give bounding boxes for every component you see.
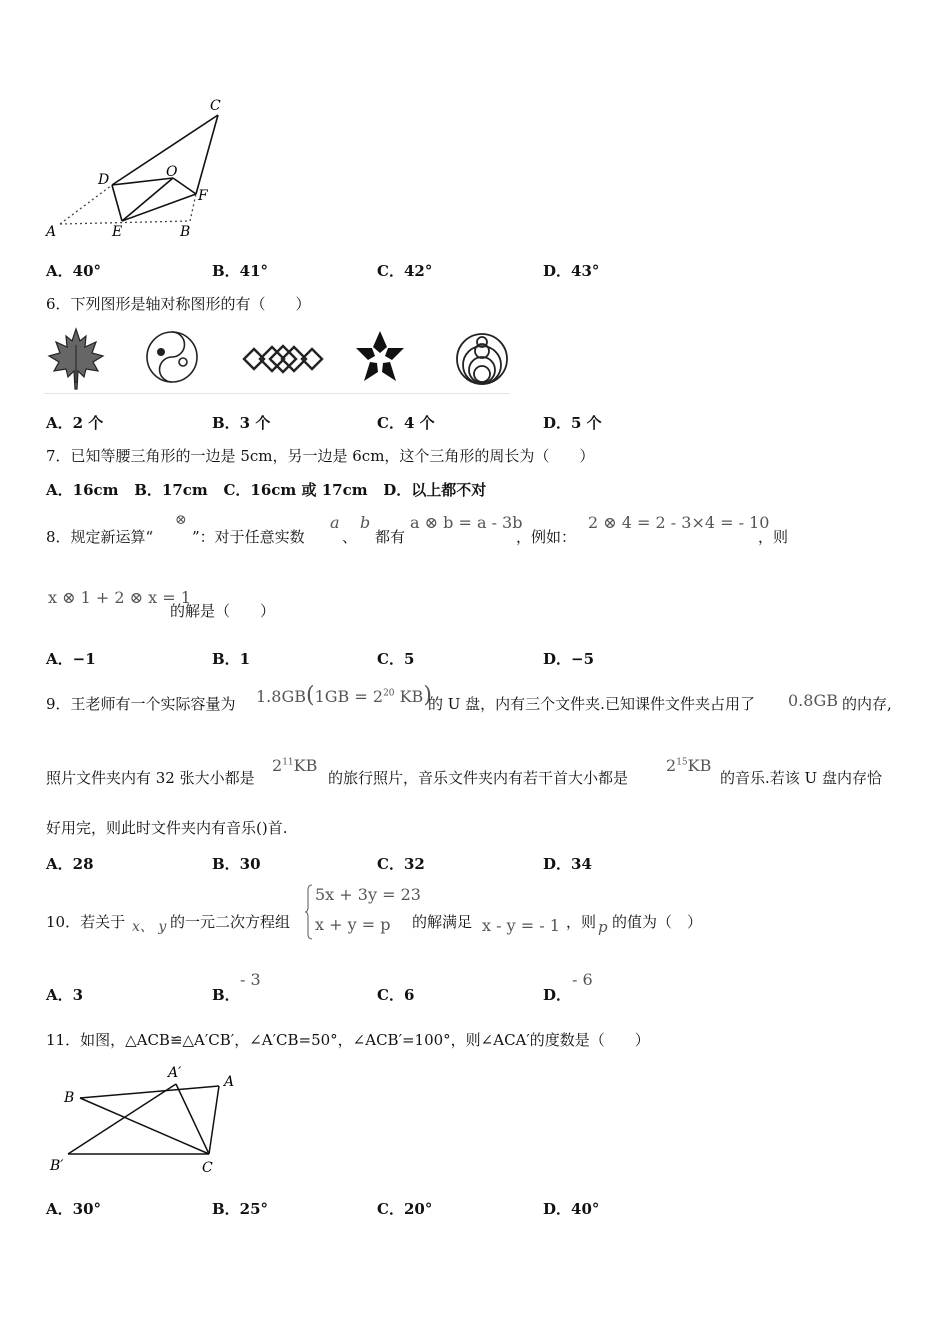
q5-option-a: A．40° (46, 262, 102, 280)
q5-label-a: A (46, 224, 57, 240)
q10-text-2: 的一元二次方程组 (170, 913, 291, 931)
q9-text-7: 好用完，则此时文件夹内有音乐()首. (46, 819, 288, 837)
q7-option-b: B．17cm (134, 481, 208, 499)
q10-brace (305, 884, 313, 940)
q10-option-d-value: - 6 (572, 970, 593, 989)
q8-text-5: 的解是（ ） (170, 602, 276, 620)
q9-music-size (666, 756, 711, 775)
q9-photo-base: 2 (272, 756, 283, 775)
q8-option-d: D．−5 (543, 650, 595, 668)
q7-option-a: A．16cm (46, 481, 119, 499)
q10-vars: x、 y (132, 919, 167, 935)
q9-photo-size (272, 756, 317, 775)
q5-option-c: C．42° (377, 262, 433, 280)
q11-label-b: B (64, 1090, 75, 1106)
q6-option-b: B．3 个 (212, 414, 271, 432)
q9-text-5: 的旅行照片，音乐文件夹内有若干首大小都是 (328, 769, 629, 787)
q8-var-a: a (330, 513, 340, 532)
q8-text-2: 都有 (375, 528, 406, 546)
q9-capacity (256, 683, 432, 708)
q10-eq2: x + y = p (315, 915, 391, 934)
q8-equation: x ⊗ 1 + 2 ⊗ x = 1 (48, 588, 191, 607)
q8-text-3: ，例如： (516, 528, 577, 546)
q8-option-a: A．−1 (46, 650, 96, 668)
q6-option-d: D．5 个 (543, 414, 602, 432)
q9-music-exp: 15 (676, 757, 688, 768)
knot-pattern-icon (240, 339, 326, 379)
q5-label-o: O (166, 164, 178, 180)
q8-var-b: b (360, 513, 371, 532)
q9-paren-open: ( (305, 683, 315, 708)
q5-label-f: F (198, 188, 208, 204)
q8-text-4: ，则 (758, 528, 789, 546)
q11-label-c: C (202, 1160, 213, 1176)
q9-music-base: 2 (666, 756, 677, 775)
q9-cap-value: 1.8GB (256, 687, 306, 706)
q8-otimes: ⊗ (175, 512, 187, 528)
q9-music-kb: KB (687, 756, 712, 775)
q5-label-c: C (210, 98, 221, 114)
q11-triangle-figure (44, 1060, 244, 1180)
q10-text-1: 10．若关于 (46, 913, 126, 931)
q9-unit-base: 1GB = 2 (314, 687, 384, 706)
q9-photo-kb: KB (293, 756, 318, 775)
q11-label-b-prime: B′ (50, 1158, 64, 1174)
q7-option-d: D．以上都不对 (383, 481, 487, 499)
q11-option-d: D．40° (543, 1200, 600, 1218)
q6-option-c: C．4 个 (377, 414, 435, 432)
q10-option-b: B． (212, 986, 240, 1004)
q9-option-c: C．32 (377, 855, 425, 873)
q10-option-d: D． (543, 986, 572, 1004)
q5-label-b: B (180, 224, 191, 240)
q9-used: 0.8GB (788, 691, 838, 710)
q9-text-6: 的音乐.若该 U 盘内存恰 (720, 769, 882, 787)
q8-num: 8．规定新运算“ (46, 528, 154, 546)
q9-unit-exp: 20 (383, 688, 395, 699)
q5-option-d: D．43° (543, 262, 600, 280)
q11-option-b: B．25° (212, 1200, 269, 1218)
q10-condition: x - y = - 1 (482, 916, 560, 935)
q8-definition: a ⊗ b = a - 3b (410, 513, 523, 532)
q5-label-d: D (98, 172, 110, 188)
q6-stem: 6．下列图形是轴对称图形的有（ ） (46, 295, 311, 313)
q9-text-2: 的 U 盘，内有三个文件夹.已知课件文件夹占用了 (428, 695, 755, 713)
q8-example: 2 ⊗ 4 = 2 - 3×4 = - 10 (588, 513, 770, 532)
q7-options-row (46, 480, 486, 500)
q10-eq1: 5x + 3y = 23 (315, 885, 421, 904)
q8-sep: 、 (342, 528, 358, 546)
q10-option-b-value: - 3 (240, 970, 261, 989)
q9-text-3: 的内存, (842, 695, 892, 713)
q9-paren-close: ) (423, 683, 432, 708)
q11-stem: 11．如图，△ACB≌△A′CB′，∠A′CB=50°，∠ACB′=100°，则∠ACA′的度数是（ ） (46, 1031, 650, 1049)
q5-triangle-figure (40, 90, 240, 245)
q9-text-4: 照片文件夹内有 32 张大小都是 (46, 769, 255, 787)
q5-option-b: B．41° (212, 262, 269, 280)
q9-unit-kb: KB (394, 687, 424, 706)
q11-option-a: A．30° (46, 1200, 102, 1218)
q6-figures-strip (44, 323, 510, 394)
q10-text-4: ，则 (566, 913, 597, 931)
q7-stem: 7．已知等腰三角形的一边是 5cm，另一边是 6cm，这个三角形的周长为（ ） (46, 447, 595, 465)
pentagon-star-icon (352, 327, 408, 387)
q10-option-a: A．3 (46, 986, 84, 1004)
q9-option-d: D．34 (543, 855, 592, 873)
q10-option-c: C．6 (377, 986, 415, 1004)
q9-text-1: 9．王老师有一个实际容量为 (46, 695, 236, 713)
q9-photo-exp: 11 (282, 757, 294, 768)
q10-var-p: p (598, 918, 608, 936)
q11-label-a: A (224, 1074, 235, 1090)
yin-yang-icon (144, 329, 200, 385)
q11-option-c: C．20° (377, 1200, 433, 1218)
q5-label-e: E (112, 224, 123, 240)
q9-option-a: A．28 (46, 855, 94, 873)
q8-option-c: C．5 (377, 650, 415, 668)
maple-leaf-icon (46, 327, 106, 391)
q10-text-3: 的解满足 (412, 913, 473, 931)
q6-option-a: A．2 个 (46, 414, 104, 432)
q10-text-5: 的值为（ ） (612, 913, 703, 931)
q7-option-c: C．16cm 或 17cm (223, 481, 368, 499)
q11-label-a-prime: A′ (168, 1065, 182, 1081)
nested-circles-icon (454, 329, 510, 389)
q8-text-1: ”：对于任意实数 (192, 528, 305, 546)
q9-option-b: B．30 (212, 855, 261, 873)
q8-option-b: B．1 (212, 650, 251, 668)
